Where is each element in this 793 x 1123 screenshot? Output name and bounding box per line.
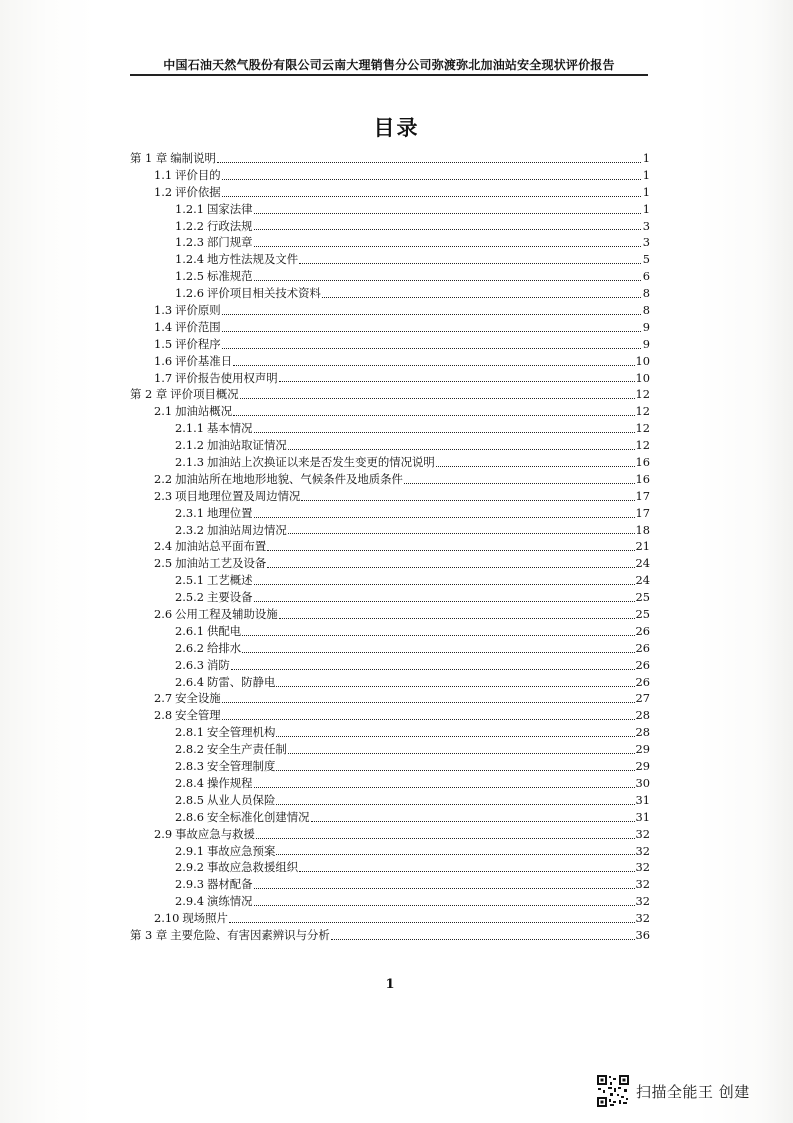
toc-leader-dots	[254, 787, 635, 788]
toc-entry	[130, 572, 650, 589]
toc-entry-number: 2.6.3	[175, 657, 204, 672]
toc-entry	[130, 674, 650, 691]
toc-entry-page: 28	[635, 708, 650, 723]
toc-entry-number: 2.5	[154, 556, 173, 571]
toc-entry-page: 6	[642, 269, 650, 284]
toc-entry-title: 评价目的	[175, 167, 221, 182]
toc-entry-page: 17	[635, 488, 650, 503]
toc-leader-dots	[254, 888, 635, 889]
toc-leader-dots	[276, 770, 634, 771]
toc-entry-page: 32	[635, 860, 650, 875]
toc-entry-page: 26	[635, 657, 650, 672]
toc-leader-dots	[222, 719, 635, 720]
toc-entry	[130, 724, 650, 741]
toc-entry-title: 安全管理制度	[206, 759, 276, 774]
toc-entry-page: 24	[635, 573, 650, 588]
toc-leader-dots	[299, 871, 634, 872]
toc-leader-dots	[279, 381, 635, 382]
toc-entry-title: 加油站工艺及设备	[175, 556, 267, 571]
toc-entry-title: 安全标准化创建情况	[206, 809, 310, 824]
toc-entry-title: 事故应急与救援	[175, 826, 255, 841]
toc-entry-page: 29	[635, 742, 650, 757]
toc-entry-title: 评价基准日	[175, 353, 233, 368]
toc-entry-title: 编制说明	[170, 150, 216, 165]
toc-entry-page: 9	[642, 319, 650, 334]
toc-entry-page: 21	[635, 539, 650, 554]
toc-entry-page: 1	[642, 201, 650, 216]
toc-entry	[130, 353, 650, 370]
toc-entry-title: 项目地理位置及周边情况	[175, 488, 301, 503]
toc-leader-dots	[242, 635, 634, 636]
toc-entry-title: 加油站总平面布置	[175, 539, 267, 554]
toc-entry-number: 2.1.2	[175, 438, 204, 453]
toc-entry-number: 1.2.6	[175, 286, 204, 301]
toc-entry-title: 加油站所在地地形地貌、气候条件及地质条件	[175, 471, 403, 486]
toc-leader-dots	[276, 686, 634, 687]
toc-leader-dots	[222, 331, 641, 332]
toc-entry	[130, 167, 650, 184]
toc-entry-number: 2.6.2	[175, 640, 204, 655]
toc-entry-page: 12	[635, 387, 650, 402]
toc-entry-title: 操作规程	[206, 775, 253, 790]
toc-entry-number: 第 1 章	[130, 150, 168, 165]
toc-leader-dots	[254, 601, 635, 602]
toc-entry	[130, 201, 650, 218]
toc-entry	[130, 522, 650, 539]
running-header: 中国石油天然气股份有限公司云南大理销售分公司弥渡弥北加油站安全现状评价报告	[163, 58, 615, 72]
toc-entry-number: 2.6.4	[175, 674, 204, 689]
header-rule	[130, 74, 648, 76]
toc-entry-title: 加油站取证情况	[206, 438, 287, 453]
toc-entry-title: 评价项目概况	[170, 387, 239, 402]
toc-entry-number: 2.1.1	[175, 421, 204, 436]
toc-entry	[130, 234, 650, 251]
toc-entry	[130, 606, 650, 623]
toc-entry-page: 12	[635, 438, 650, 453]
toc-entry-page: 27	[635, 691, 650, 706]
toc-entry-number: 2.8.4	[175, 775, 204, 790]
toc-entry	[130, 285, 650, 302]
toc-entry-number: 1.7	[154, 370, 173, 385]
toc-leader-dots	[256, 838, 635, 839]
toc-entry-title: 国家法律	[206, 201, 253, 216]
toc-entry-number: 第 3 章	[130, 927, 168, 942]
toc-leader-dots	[276, 854, 634, 855]
toc-entry	[130, 437, 650, 454]
toc-leader-dots	[267, 550, 634, 551]
toc-leader-dots	[276, 804, 634, 805]
toc-leader-dots	[233, 365, 634, 366]
toc-leader-dots	[217, 162, 641, 163]
toc-entry	[130, 775, 650, 792]
toc-entry	[130, 268, 650, 285]
toc-entry	[130, 302, 650, 319]
toc-entry-title: 主要设备	[206, 590, 253, 605]
toc-entry-number: 2.9	[154, 826, 173, 841]
toc-entry-page: 17	[635, 505, 650, 520]
toc-entry-page: 24	[635, 556, 650, 571]
toc-entry-title: 行政法规	[206, 218, 253, 233]
toc-entry-title: 安全管理	[175, 708, 221, 723]
toc-entry-number: 2.8.1	[175, 725, 204, 740]
toc-entry-title: 地方性法规及文件	[206, 252, 299, 267]
toc-entry	[130, 471, 650, 488]
toc-entry-number: 2.6.1	[175, 623, 204, 638]
toc-leader-dots	[331, 939, 635, 940]
toc-entry	[130, 876, 650, 893]
toc-leader-dots	[254, 246, 641, 247]
toc-entry	[130, 336, 650, 353]
toc-entry-title: 安全生产责任制	[206, 742, 287, 757]
toc-entry-number: 1.2.3	[175, 235, 204, 250]
toc-entry	[130, 555, 650, 572]
toc-entry-page: 12	[635, 404, 650, 419]
toc-entry-number: 2.9.3	[175, 877, 204, 892]
toc-entry-title: 加油站上次换证以来是否发生变更的情况说明	[206, 455, 435, 470]
toc-entry-number: 2.9.1	[175, 843, 204, 858]
toc-entry	[130, 758, 650, 775]
toc-entry-number: 1.2.5	[175, 269, 204, 284]
toc-leader-dots	[436, 466, 635, 467]
toc-entry	[130, 691, 650, 708]
toc-entry-title: 给排水	[206, 640, 242, 655]
toc-entry-page: 25	[635, 590, 650, 605]
toc-entry-page: 29	[635, 759, 650, 774]
toc-entry-page: 32	[635, 826, 650, 841]
toc-entry-title: 从业人员保险	[206, 792, 276, 807]
toc-entry-page: 8	[642, 286, 650, 301]
toc-entry	[130, 623, 650, 640]
toc-leader-dots	[404, 483, 635, 484]
toc-entry	[130, 370, 650, 387]
toc-entry-page: 12	[635, 421, 650, 436]
toc-entry-title: 供配电	[206, 623, 242, 638]
toc-entry-page: 1	[642, 167, 650, 182]
toc-leader-dots	[240, 398, 635, 399]
toc-entry	[130, 741, 650, 758]
toc-entry-title: 评价程序	[175, 336, 221, 351]
toc-entry-number: 2.8.5	[175, 792, 204, 807]
toc-entry-page: 26	[635, 623, 650, 638]
toc-entry-title: 基本情况	[206, 421, 253, 436]
toc-entry	[130, 420, 650, 437]
toc-entry-page: 32	[635, 911, 650, 926]
toc-entry-number: 2.2	[154, 471, 173, 486]
toc-leader-dots	[301, 500, 634, 501]
toc-entry	[130, 910, 650, 927]
toc-leader-dots	[222, 702, 635, 703]
scanner-watermark-text: 扫描全能王 创建	[636, 1082, 750, 1101]
toc-leader-dots	[254, 280, 641, 281]
toc-leader-dots	[254, 584, 635, 585]
toc-entry-number: 2.7	[154, 691, 173, 706]
toc-leader-dots	[229, 922, 635, 923]
toc-leader-dots	[222, 196, 641, 197]
toc-entry	[130, 859, 650, 876]
toc-entry-page: 1	[642, 184, 650, 199]
toc-entry-page: 31	[635, 809, 650, 824]
toc-entry	[130, 386, 650, 403]
toc-leader-dots	[254, 905, 635, 906]
toc-entry-title: 公用工程及辅助设施	[175, 607, 278, 622]
toc-entry-title: 评价范围	[175, 319, 221, 334]
toc-title: 目录	[373, 116, 420, 140]
toc-entry-page: 3	[642, 235, 650, 250]
toc-leader-dots	[222, 348, 641, 349]
toc-entry-title: 评价原则	[175, 303, 221, 317]
toc-leader-dots	[254, 229, 641, 230]
page-number: 1	[385, 977, 395, 992]
toc-entry	[130, 927, 650, 944]
toc-entry-page: 25	[635, 607, 650, 622]
toc-entry-number: 2.10	[154, 911, 180, 926]
toc-leader-dots	[267, 567, 634, 568]
toc-entry	[130, 640, 650, 657]
toc-entry-page: 31	[635, 792, 650, 807]
toc-entry-number: 2.8.6	[175, 809, 204, 824]
toc-entry	[130, 893, 650, 910]
toc-entry-number: 2.3	[154, 488, 173, 503]
toc-entry-title: 消防	[206, 657, 230, 672]
toc-leader-dots	[288, 449, 635, 450]
toc-entry-page: 26	[635, 640, 650, 655]
toc-entry-title: 现场照片	[182, 911, 228, 926]
toc-leader-dots	[322, 297, 641, 298]
toc-leader-dots	[279, 618, 635, 619]
toc-entry	[130, 454, 650, 471]
toc-entry-number: 2.3.1	[175, 505, 204, 520]
toc-entry	[130, 826, 650, 843]
toc-entry-title: 器材配备	[206, 877, 253, 892]
toc-entry-title: 加油站概况	[175, 404, 233, 419]
toc-entry-page: 18	[635, 522, 650, 537]
toc-entry	[130, 319, 650, 336]
toc-entry-number: 2.8.3	[175, 759, 204, 774]
toc-leader-dots	[231, 669, 635, 670]
toc-leader-dots	[242, 652, 634, 653]
toc-entry-title: 标准规范	[206, 269, 253, 284]
toc-entry	[130, 538, 650, 555]
toc-entry-number: 2.1	[154, 404, 173, 419]
toc-entry	[130, 809, 650, 826]
toc-entry-title: 演练情况	[206, 894, 253, 909]
toc-entry-page: 16	[635, 455, 650, 470]
toc-entry-number: 1.1	[154, 167, 173, 182]
toc-entry-title: 安全管理机构	[206, 725, 276, 740]
toc-leader-dots	[288, 753, 635, 754]
toc-entry-number: 2.4	[154, 539, 173, 554]
toc-leader-dots	[299, 263, 641, 264]
toc-entry-page: 3	[642, 218, 650, 233]
toc-entry-number: 2.5.2	[175, 590, 204, 605]
toc-entry-number: 2.8.2	[175, 742, 204, 757]
toc-entry-title: 事故应急救援组织	[206, 860, 299, 875]
toc-entry-number: 2.9.4	[175, 894, 204, 909]
toc-entry-title: 部门规章	[206, 235, 253, 250]
scanner-watermark	[596, 1071, 750, 1111]
toc-entry-number: 1.2.1	[175, 201, 204, 216]
toc-entry	[130, 657, 650, 674]
toc-entry-title: 主要危险、有害因素辨识与分析	[170, 927, 330, 942]
toc-entry	[130, 707, 650, 724]
toc-entry	[130, 488, 650, 505]
toc-entry-title: 评价依据	[175, 184, 221, 199]
toc-entry-page: 10	[635, 353, 650, 368]
toc-entry-page: 32	[635, 843, 650, 858]
toc-entry-number: 2.3.2	[175, 522, 204, 537]
toc-entry-title: 安全设施	[175, 691, 221, 706]
toc-entry	[130, 505, 650, 522]
toc-entry-number: 1.3	[154, 303, 173, 317]
toc-leader-dots	[276, 736, 634, 737]
toc-leader-dots	[254, 432, 635, 433]
toc-entry-page: 30	[635, 775, 650, 790]
toc-entry	[130, 251, 650, 268]
toc-entry-number: 1.4	[154, 319, 173, 334]
toc-leader-dots	[254, 517, 635, 518]
toc-entry-number: 2.8	[154, 708, 173, 723]
toc-entry	[130, 184, 650, 201]
toc-entry-number: 2.6	[154, 607, 173, 622]
toc-entry-title: 评价项目相关技术资料	[206, 286, 321, 301]
toc-leader-dots	[222, 179, 641, 180]
qr-code-icon	[596, 1074, 630, 1108]
toc-entry	[130, 218, 650, 235]
toc-entry-title: 工艺概述	[206, 573, 253, 588]
toc-entry-number: 2.9.2	[175, 860, 204, 875]
toc-entry	[130, 843, 650, 860]
toc-entry	[130, 403, 650, 420]
toc-leader-dots	[222, 314, 641, 315]
toc-entry-number: 1.2	[154, 184, 173, 199]
toc-leader-dots	[311, 821, 635, 822]
toc-entry-title: 地理位置	[206, 505, 253, 520]
toc-entry	[130, 792, 650, 809]
toc-entry-page: 28	[635, 725, 650, 740]
toc-entry-page: 10	[635, 370, 650, 385]
toc-entry-title: 评价报告使用权声明	[175, 370, 278, 385]
toc-entry-number: 1.2.4	[175, 252, 204, 267]
toc-entry-title: 防雷、防静电	[206, 674, 276, 689]
toc-entry-page: 5	[642, 252, 650, 267]
toc-entry-number: 1.5	[154, 336, 173, 351]
toc-entry-number: 2.5.1	[175, 573, 204, 588]
toc-entry-number: 1.6	[154, 353, 173, 368]
toc-entry-page: 32	[635, 894, 650, 909]
toc-entry-title: 事故应急预案	[206, 843, 276, 858]
toc-entry-page: 9	[642, 336, 650, 351]
toc-entry	[130, 589, 650, 606]
toc-entry-title: 加油站周边情况	[206, 522, 287, 537]
toc-entry-page: 32	[635, 877, 650, 892]
toc-leader-dots	[233, 415, 634, 416]
toc-entry-page: 16	[635, 471, 650, 486]
toc-leader-dots	[254, 213, 641, 214]
toc-entry-number: 第 2 章	[130, 387, 168, 402]
table-of-contents	[130, 150, 650, 944]
toc-entry-number: 2.1.3	[175, 455, 204, 470]
toc-entry	[130, 150, 650, 167]
toc-entry-page: 8	[642, 303, 650, 317]
toc-entry-page: 1	[642, 150, 650, 165]
toc-leader-dots	[288, 533, 635, 534]
toc-entry-page: 26	[635, 674, 650, 689]
toc-entry-page: 36	[635, 927, 650, 942]
toc-entry-number: 1.2.2	[175, 218, 204, 233]
